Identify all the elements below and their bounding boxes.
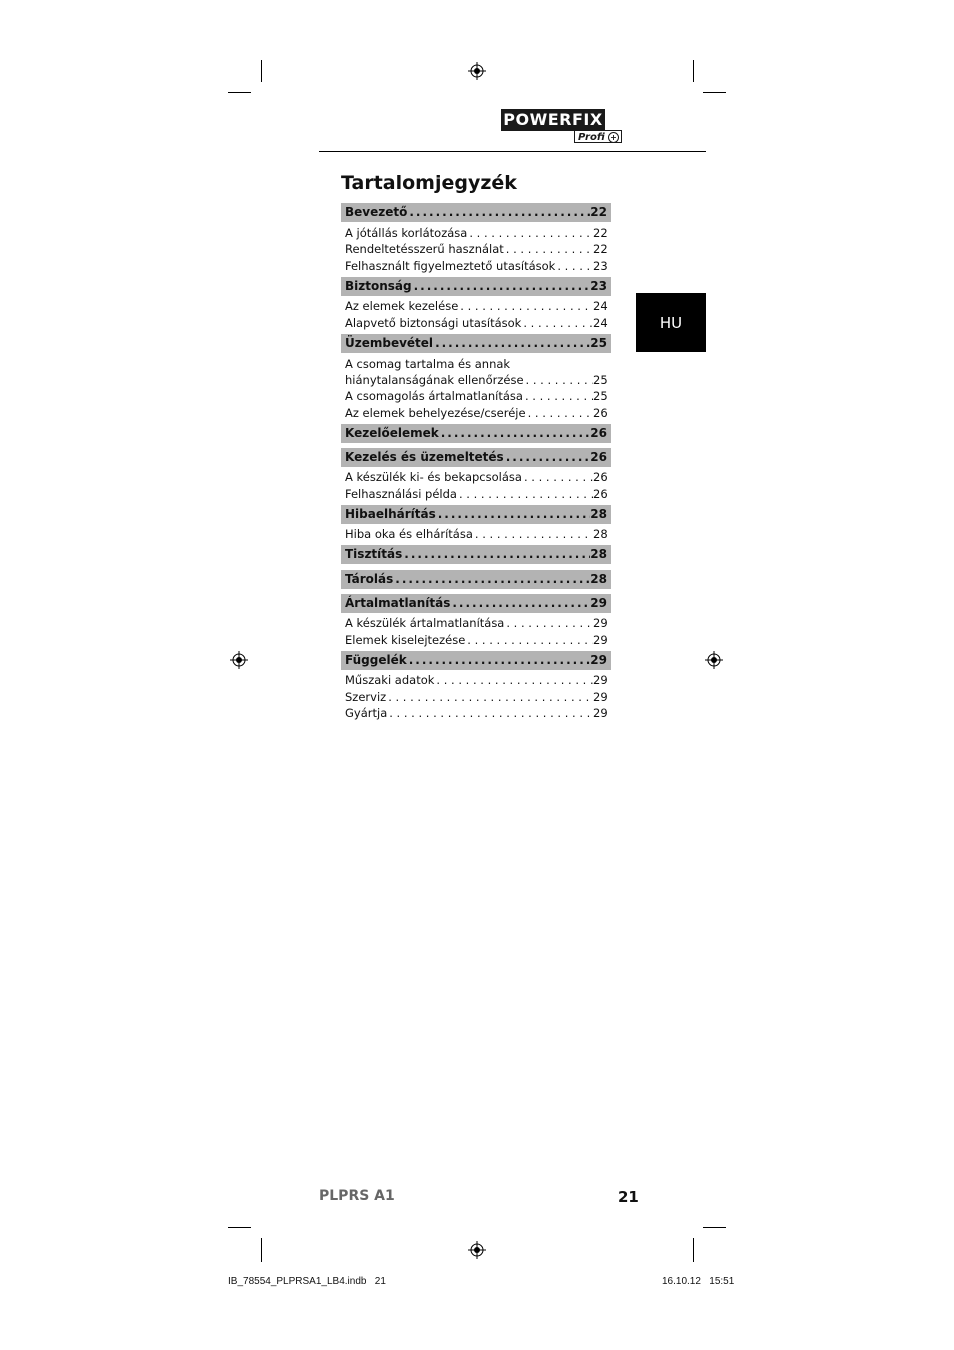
page-title: Tartalomjegyzék [341,172,517,194]
toc-page: 29 [593,633,608,647]
toc-page: 28 [590,507,607,521]
crop-mark [693,60,694,82]
logo-brand: POWERFIX [501,109,605,131]
toc-leader [467,225,593,241]
toc-label: Műszaki adatok [345,673,435,687]
toc-entry-csomagolas[interactable] [341,388,611,404]
toc-entry-jotallas[interactable] [341,225,611,241]
toc-label: Elemek kiselejtezése [345,633,466,647]
crop-mark [261,1238,262,1262]
toc-label: Felhasznált figyelmeztető utasítások [345,259,556,273]
toc-label: Hibaelhárítás [345,507,436,521]
toc-leader [473,526,593,542]
toc-page: 22 [590,205,607,219]
toc-leader [393,570,590,589]
toc-label: A készülék ki- és bekapcsolása [345,470,522,484]
toc-label: Kezelőelemek [345,426,439,440]
page-number: 21 [618,1188,639,1206]
toc-label: Szerviz [345,690,387,704]
toc-label: A csomag tartalma és annak [345,357,511,371]
footer-model: PLPRS A1 [319,1188,395,1204]
toc-page: 25 [590,336,607,350]
toc-label: Az elemek kezelése [345,299,459,313]
toc-label: A csomagolás ártalmatlanítása [345,389,523,403]
toc-page: 22 [593,226,608,240]
toc-page: 24 [593,316,608,330]
toc-page: 29 [593,690,608,704]
print-slug-file: IB_78554_PLPRSA1_LB4.indb 21 [228,1276,386,1287]
toc-page: 29 [593,706,608,720]
toc-page: 23 [590,279,607,293]
toc-entry-hiba-oka[interactable] [341,526,611,542]
language-tab: HU [636,293,706,352]
toc-page: 26 [593,470,608,484]
toc-leader [504,448,591,467]
toc-page: 24 [593,299,608,313]
toc-leader [524,372,593,388]
toc-label: Tisztítás [345,547,403,561]
toc-section-tisztitas[interactable] [341,545,611,564]
toc-leader [433,334,590,353]
toc-page: 26 [590,450,607,464]
toc-label: Rendeltetésszerű használat [345,242,504,256]
registration-mark-icon [468,62,486,80]
toc-entry-csomag-line2[interactable] [341,372,611,388]
header-rule [319,151,706,152]
crop-mark [693,1238,694,1262]
toc-entry-elemek-kiselejtezese[interactable] [341,632,611,648]
toc-leader [436,505,591,524]
toc-label: Gyártja [345,706,388,720]
toc-leader [457,486,593,502]
toc-leader [458,298,593,314]
toc-leader [402,545,590,564]
toc-label: Függelék [345,653,407,667]
toc-entry-alapveto[interactable] [341,315,611,331]
toc-leader [504,615,593,631]
toc-page: 29 [590,596,607,610]
toc-section-hibaelharitas[interactable] [341,505,611,524]
registration-mark-icon [230,651,248,669]
toc-section-uzembevetel[interactable] [341,334,611,353]
toc-entry-figyelmeztetes[interactable] [341,258,611,274]
toc-label: Bevezető [345,205,408,219]
toc-page: 25 [593,373,608,387]
toc-label: Felhasználási példa [345,487,457,501]
toc-page: 28 [593,527,608,541]
toc-entry-muszaki[interactable] [341,672,611,688]
toc-page: 29 [590,653,607,667]
toc-page: 28 [590,572,607,586]
crop-mark [228,1227,251,1228]
toc-entry-elemek-kezelese[interactable] [341,298,611,314]
toc-leader [450,594,590,613]
toc-page: 26 [593,406,608,420]
toc-entry-csomag-line1[interactable] [341,356,611,372]
toc-leader [386,689,593,705]
crop-mark [703,92,726,93]
toc-label: Tárolás [345,572,394,586]
toc-leader [465,632,593,648]
toc-leader [407,651,591,670]
toc-label: Ártalmatlanítás [345,596,451,610]
toc-entry-be-kikapcsolas[interactable] [341,469,611,485]
toc-section-tarolas[interactable] [341,570,611,589]
toc-section-kezeloelemek[interactable] [341,424,611,443]
toc-entry-rendeltetes[interactable] [341,241,611,257]
toc-page: 26 [590,426,607,440]
toc-leader [521,315,593,331]
crop-mark [228,92,251,93]
toc-label: Kezelés és üzemeltetés [345,450,504,464]
toc-leader [412,277,591,296]
toc-label: A készülék ártalmatlanítása [345,616,505,630]
toc-label: Üzembevétel [345,336,434,350]
logo-sub: Profi [578,132,605,143]
toc-entry-behelyezes[interactable] [341,405,611,421]
toc-page: 26 [593,487,608,501]
toc-section-fuggelek[interactable] [341,651,611,670]
toc-page: 28 [590,547,607,561]
powerfix-logo [501,109,623,144]
toc-page: 23 [593,259,608,273]
toc-section-artalmatlanitas[interactable] [341,594,611,613]
toc-label: hiánytalanságának ellenőrzése [345,373,524,387]
toc-entry-pelda[interactable] [341,486,611,502]
toc-entry-szerviz[interactable] [341,689,611,705]
print-slug-date: 16.10.12 15:51 [662,1276,735,1287]
toc-page: 25 [593,389,608,403]
toc-entry-gyartja[interactable] [341,705,611,721]
toc-leader [434,672,593,688]
crop-mark [703,1227,726,1228]
toc-label: Az elemek behelyezése/cseréje [345,406,526,420]
toc-page: 22 [593,242,608,256]
toc-leader [504,241,593,257]
toc-label: Biztonság [345,279,412,293]
toc-page: 29 [593,616,608,630]
toc-leader [523,388,593,404]
toc-entry-keszulek-artalm[interactable] [341,615,611,631]
toc-leader [407,203,590,222]
toc-leader [526,405,593,421]
toc-section-biztonsag[interactable] [341,277,611,296]
toc-page: 29 [593,673,608,687]
toc-leader [387,705,593,721]
plus-icon: + [608,132,619,143]
crop-mark [261,60,262,82]
logo-profi [574,130,622,143]
toc-leader [555,258,593,274]
toc-section-kezeles[interactable] [341,448,611,467]
toc-leader [522,469,593,485]
registration-mark-icon [468,1241,486,1259]
toc-label: Hiba oka és elhárítása [345,527,473,541]
toc-section-bevezeto[interactable] [341,203,611,222]
registration-mark-icon [705,651,723,669]
toc-label: A jótállás korlátozása [345,226,468,240]
toc-leader [439,424,591,443]
toc-label: Alapvető biztonsági utasítások [345,316,522,330]
